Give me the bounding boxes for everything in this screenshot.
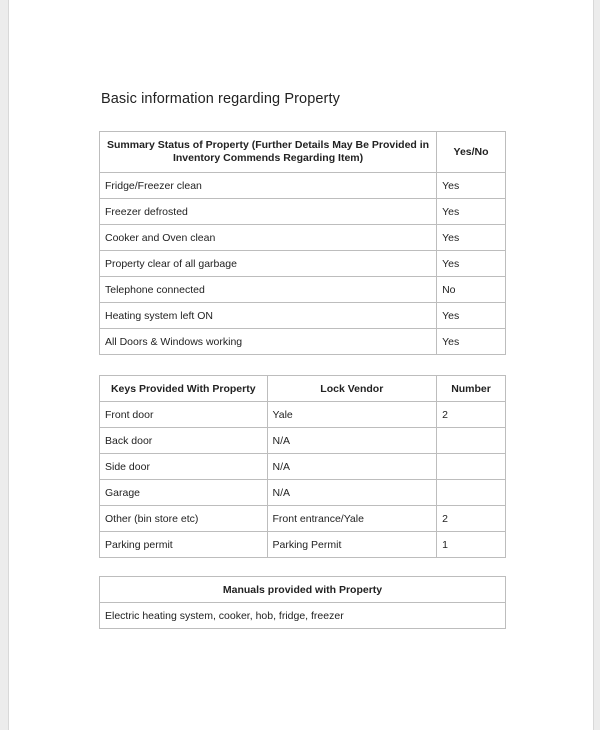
key-count [437,480,506,506]
column-header-number: Number [437,376,506,402]
keys-table [99,375,506,558]
key-name: Garage [100,480,268,506]
column-header-yes-no: Yes/No [437,132,506,173]
table-row [100,173,506,199]
status-item: All Doors & Windows working [100,329,437,355]
key-count [437,454,506,480]
key-count: 2 [437,402,506,428]
key-count: 1 [437,532,506,558]
status-item: Telephone connected [100,277,437,303]
status-item: Cooker and Oven clean [100,225,437,251]
page-title: Basic information regarding Property [101,91,340,107]
table-row [100,480,506,506]
key-name: Front door [100,402,268,428]
lock-vendor: Yale [267,402,437,428]
key-name: Other (bin store etc) [100,506,268,532]
table-row [100,428,506,454]
status-value: Yes [437,173,506,199]
lock-vendor: Parking Permit [267,532,437,558]
column-header-summary: Summary Status of Property (Further Details May Be Provided in Inventory Commends Regarding Item) [100,132,437,173]
table-row [100,199,506,225]
column-header-lock-vendor: Lock Vendor [267,376,437,402]
table-row [100,329,506,355]
key-name: Parking permit [100,532,268,558]
table-row [100,303,506,329]
manuals-table [99,576,506,629]
status-value: Yes [437,251,506,277]
table-header-row [100,376,506,402]
table-row [100,277,506,303]
property-status-table [99,131,506,355]
table-row [100,506,506,532]
table-row [100,251,506,277]
manuals-list: Electric heating system, cooker, hob, fridge, freezer [100,603,506,629]
key-name: Side door [100,454,268,480]
table-row [100,454,506,480]
status-value: Yes [437,225,506,251]
status-item: Fridge/Freezer clean [100,173,437,199]
key-count [437,428,506,454]
status-item: Property clear of all garbage [100,251,437,277]
status-value: Yes [437,329,506,355]
table-row [100,402,506,428]
column-header-manuals: Manuals provided with Property [100,577,506,603]
status-item: Freezer defrosted [100,199,437,225]
lock-vendor: Front entrance/Yale [267,506,437,532]
status-item: Heating system left ON [100,303,437,329]
table-header-row [100,577,506,603]
table-row [100,532,506,558]
key-name: Back door [100,428,268,454]
lock-vendor: N/A [267,428,437,454]
table-header-row [100,132,506,173]
lock-vendor: N/A [267,454,437,480]
lock-vendor: N/A [267,480,437,506]
status-value: Yes [437,303,506,329]
key-count: 2 [437,506,506,532]
column-header-keys: Keys Provided With Property [100,376,268,402]
status-value: Yes [437,199,506,225]
table-row [100,225,506,251]
status-value: No [437,277,506,303]
table-row [100,603,506,629]
